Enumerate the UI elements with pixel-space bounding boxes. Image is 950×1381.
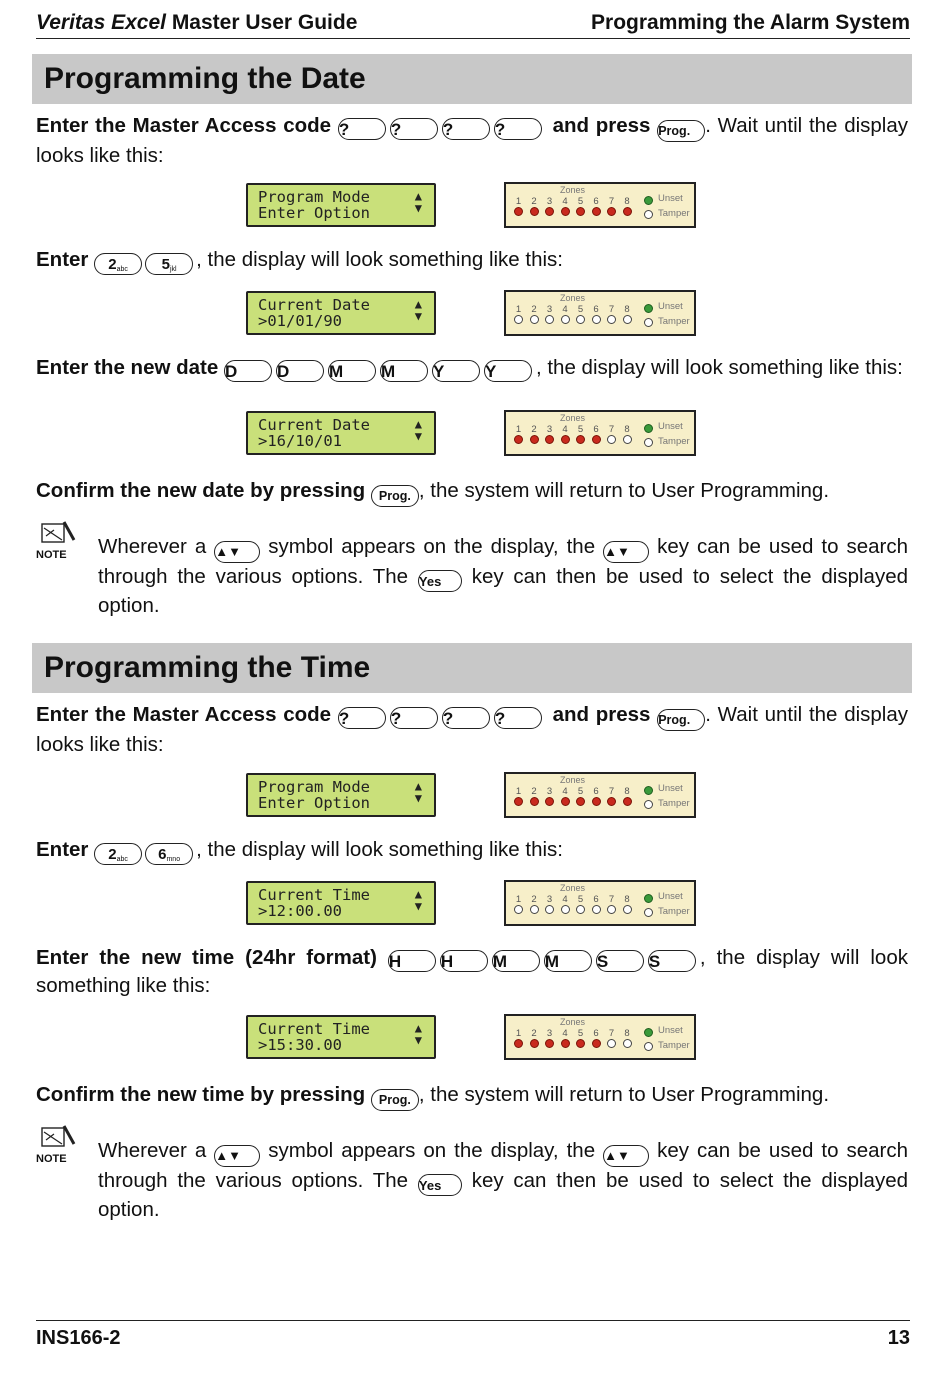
prog-key: Prog. [657,120,705,142]
prog-key: Prog. [371,485,419,507]
zone-led [514,905,523,914]
zone-led [545,315,554,324]
unset-label: Unset [658,301,683,312]
tamper-led [644,1042,653,1051]
lcd-display: Current Date >01/01/90 ▲ ▼ [246,291,436,335]
unset-label: Unset [658,783,683,794]
guide-title: Veritas Excel Master User Guide [36,11,358,34]
page-footer [36,1320,910,1350]
time-step-4: Confirm the new time by pressing Prog. , the system will return to User Programming. [36,1081,908,1111]
zone-number: 5 [577,424,584,435]
unset-label: Unset [658,421,683,432]
zone-led [530,797,539,806]
zone-number: 3 [546,786,553,797]
zones-label: Zones [560,185,586,195]
zone-number: 1 [515,304,522,315]
scroll-key-icon: ▲▼ [603,1145,649,1167]
zone-led [623,797,632,806]
zone-led [592,797,601,806]
date-step-4: Confirm the new date by pressing Prog. , the system will return to User Programming. [36,477,908,507]
zone-led [514,435,523,444]
zone-number: 7 [608,304,615,315]
zone-led [545,1039,554,1048]
zone-number: 3 [546,424,553,435]
date-step-1: Enter the Master Access code ? ? ? ? and press Prog. . Wait until the display looks like this: [36,114,909,167]
zones-label: Zones [560,293,586,303]
page-header [36,8,910,39]
zones-label: Zones [560,775,586,785]
time-step-3: Enter the new time (24hr format) H H M M S S , the display will look something like this: [36,946,908,997]
zone-number: 8 [624,786,630,797]
zone-led [561,1039,570,1048]
section-heading-time: Programming the Time [32,643,912,693]
zone-number: 4 [562,1028,568,1039]
zone-number: 3 [546,196,553,207]
zone-number: 8 [624,1028,630,1039]
zone-number: 8 [624,196,630,207]
scroll-key-icon: ▲▼ [214,541,260,563]
lcd-display: Current Time >15:30.00 ▲ ▼ [246,1015,436,1059]
zone-led [623,1039,632,1048]
zone-led [576,1039,585,1048]
unset-led [644,894,653,903]
zone-led-panel [504,772,696,818]
scroll-arrow-icon: ▲ ▼ [414,779,422,805]
zone-led [530,315,539,324]
zone-number: 6 [593,894,599,905]
zone-led [530,905,539,914]
key-digit: ? [338,118,386,140]
key-6: $6_{mno}$ [145,843,193,865]
key-digit: ? [494,118,542,140]
zone-number: 3 [546,1028,553,1039]
zone-number: 1 [515,786,522,797]
zone-number: 6 [593,424,599,435]
zone-led [623,435,632,444]
unset-label: Unset [658,193,683,204]
yes-key: Yes [418,570,462,592]
page-number: 13 [887,1327,910,1349]
tamper-label: Tamper [658,436,690,447]
unset-label: Unset [658,891,683,902]
zone-led [607,797,616,806]
lcd-display: Current Date >16/10/01 ▲ ▼ [246,411,436,455]
lcd-display: Program Mode Enter Option ▲ ▼ [246,773,436,817]
date-note-text: Wherever a ▲▼ symbol appears on the display, the ▲▼ key can be used to search through the various options. The Yes key can then be used to select the displayed option. [98,535,909,617]
zone-number: 8 [624,304,630,315]
tamper-led [644,800,653,809]
zone-led [607,435,616,444]
zone-led [530,207,539,216]
zone-led [576,435,585,444]
zone-number: 2 [531,1028,537,1039]
zone-number: 8 [624,424,630,435]
zone-led [545,435,554,444]
zone-led [514,315,523,324]
zone-number: 2 [531,424,537,435]
zone-led [607,315,616,324]
document-number: INS166-2 [36,1327,121,1349]
zone-number: 8 [624,894,630,905]
zone-led [561,905,570,914]
zone-led [576,905,585,914]
time-step-2: Enter $2_{abc}$ $6_{mno}$ , the display will look something like this: [36,838,563,863]
zone-number: 5 [577,786,584,797]
scroll-key-icon: ▲▼ [214,1145,260,1167]
tamper-label: Tamper [658,208,690,219]
zone-number: 7 [608,894,615,905]
zone-number: 4 [562,786,568,797]
zone-led [576,797,585,806]
tamper-label: Tamper [658,316,690,327]
zone-number: 7 [608,786,615,797]
zones-label: Zones [560,883,586,893]
zone-led [514,797,523,806]
scroll-arrow-icon: ▲ ▼ [414,189,422,215]
tamper-led [644,318,653,327]
lcd-display: Program Mode Enter Option ▲ ▼ [246,183,436,227]
tamper-led [644,210,653,219]
tamper-label: Tamper [658,798,690,809]
section-heading-date: Programming the Date [32,54,912,104]
zone-led [561,435,570,444]
zone-number: 2 [531,304,537,315]
zone-led [530,1039,539,1048]
zone-number: 3 [546,304,553,315]
zone-number: 2 [531,786,537,797]
unset-led [644,424,653,433]
zone-led [514,1039,523,1048]
zone-led [592,435,601,444]
scroll-arrow-icon: ▲ ▼ [414,1021,422,1047]
date-step-2: Enter $2_{abc}$ $5_{jkl}$ , the display will look something like this: [36,248,563,273]
zone-led [545,207,554,216]
zones-label: Zones [560,1017,586,1027]
zone-led [514,207,523,216]
tamper-led [644,438,653,447]
zone-number: 6 [593,196,599,207]
zone-number: 5 [577,196,584,207]
zone-number: 5 [577,304,584,315]
zone-number: 1 [515,1028,522,1039]
zone-led-panel [504,1014,696,1060]
unset-led [644,786,653,795]
time-note-text: Wherever a ▲▼ symbol appears on the display, the ▲▼ key can be used to search through the various options. The Yes key can then be used to select the displayed option. [98,1139,909,1221]
zone-led [561,315,570,324]
scroll-key-icon: ▲▼ [603,541,649,563]
unset-led [644,1028,653,1037]
unset-label: Unset [658,1025,683,1036]
zone-led [576,315,585,324]
zone-number: 3 [546,894,553,905]
note-icon: NOTE [36,1122,80,1165]
unset-led [644,196,653,205]
tamper-label: Tamper [658,1040,690,1051]
zone-number: 1 [515,196,522,207]
prog-key: Prog. [657,709,705,731]
zone-number: 4 [562,304,568,315]
zone-number: 4 [562,424,568,435]
zone-led [545,905,554,914]
prog-key: Prog. [371,1089,419,1111]
zone-led [592,315,601,324]
zone-number: 6 [593,1028,599,1039]
tamper-led [644,908,653,917]
zone-number: 1 [515,894,522,905]
zone-led [592,905,601,914]
key-2: $2_{abc}$ [94,253,142,275]
zone-number: 7 [608,196,615,207]
key-digit: ? [442,118,490,140]
zone-led [623,207,632,216]
scroll-arrow-icon: ▲ ▼ [414,297,422,323]
unset-led [644,304,653,313]
date-step-3: Enter the new date D D M M Y Y , the display will look something like this: [36,356,903,381]
yes-key: Yes [418,1174,462,1196]
key-5: $5_{jkl}$ [145,253,193,275]
zone-led-panel [504,290,696,336]
zone-led-panel [504,880,696,926]
zone-led [561,207,570,216]
zone-led [592,207,601,216]
zone-number: 1 [515,424,522,435]
zone-led [623,315,632,324]
tamper-label: Tamper [658,906,690,917]
zone-led-panel [504,410,696,456]
zone-led [607,905,616,914]
key-2: $2_{abc}$ [94,843,142,865]
chapter-title: Programming the Alarm System [591,11,910,34]
scroll-arrow-icon: ▲ ▼ [414,417,422,443]
zone-led [530,435,539,444]
zone-led [545,797,554,806]
zone-number: 2 [531,894,537,905]
zone-led-panel [504,182,696,228]
scroll-arrow-icon: ▲ ▼ [414,887,422,913]
lcd-display: Current Time >12:00.00 ▲ ▼ [246,881,436,925]
zone-led [607,1039,616,1048]
zone-led [592,1039,601,1048]
zone-number: 4 [562,894,568,905]
zone-number: 7 [608,1028,615,1039]
zone-number: 5 [577,1028,584,1039]
time-step-1: Enter the Master Access code ? ? ? ? and press Prog. . Wait until the display looks like this: [36,703,909,756]
zone-led [561,797,570,806]
key-digit: ? [390,118,438,140]
zone-number: 4 [562,196,568,207]
zone-number: 2 [531,196,537,207]
zone-number: 7 [608,424,615,435]
zone-number: 6 [593,786,599,797]
zone-led [576,207,585,216]
zone-number: 5 [577,894,584,905]
zone-number: 6 [593,304,599,315]
zone-led [607,207,616,216]
zones-label: Zones [560,413,586,423]
zone-led [623,905,632,914]
note-icon: NOTE [36,518,80,561]
